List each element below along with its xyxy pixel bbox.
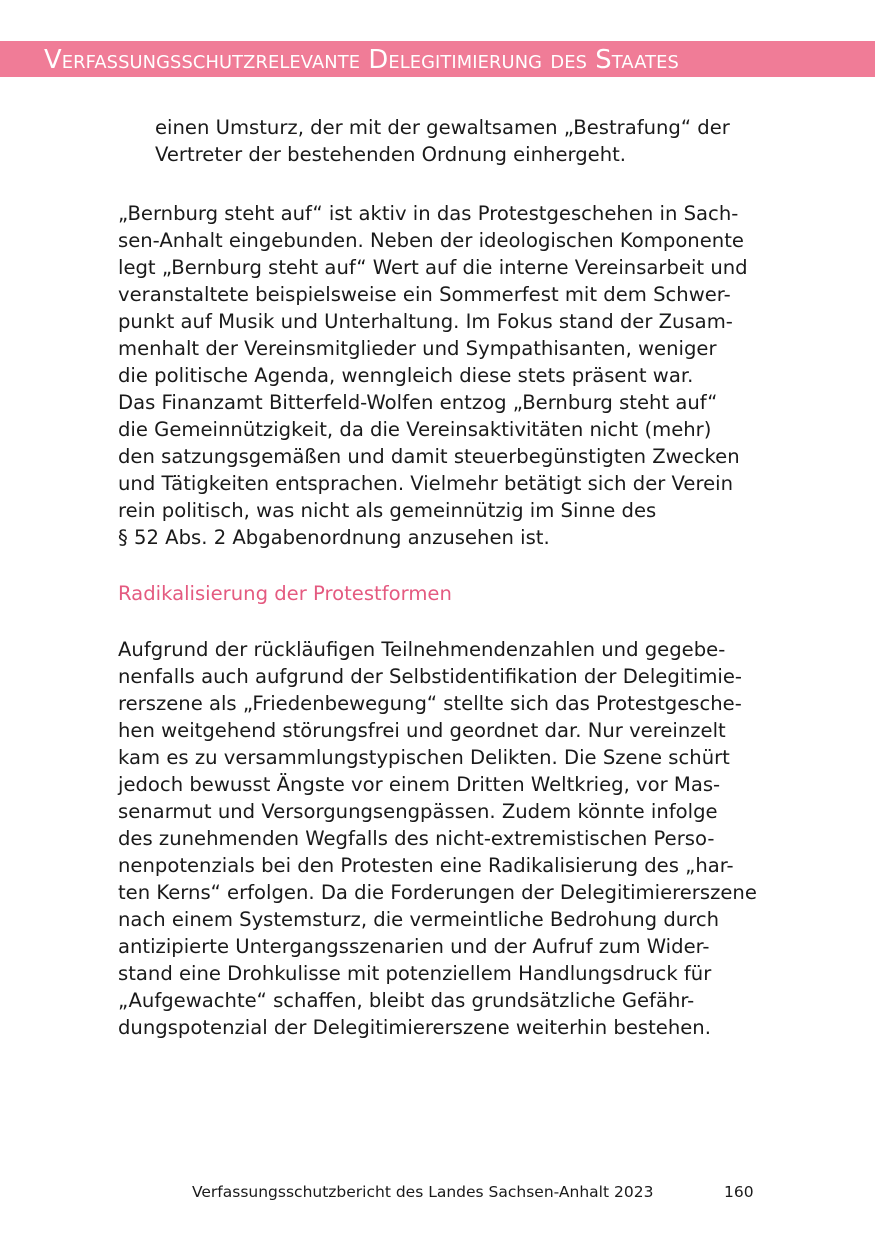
text-line: stand eine Drohkulisse mit potenziellem Handlungsdruck für xyxy=(118,962,712,985)
page-number: 160 xyxy=(724,1183,754,1201)
text-line: Das Finanzamt Bitterfeld-Wolfen entzog „Bernburg steht auf“ xyxy=(118,391,718,414)
text-line: den satzungsgemäßen und damit steuerbegünstigten Zwecken xyxy=(118,445,740,468)
paragraph-bernburg xyxy=(118,200,748,551)
text-line: nach einem Systemsturz, die vermeintliche Bedrohung durch xyxy=(118,908,720,931)
text-line: und Tätigkeiten entsprachen. Vielmehr betätigt sich der Verein xyxy=(118,472,734,495)
footer-publication: Verfassungsschutzbericht des Landes Sachsen-Anhalt 2023 xyxy=(192,1183,654,1201)
text-line: sen-Anhalt eingebunden. Neben der ideologischen Komponente xyxy=(118,229,744,252)
text-line: die politische Agenda, wenngleich diese stets präsent war. xyxy=(118,364,694,387)
text-line: punkt auf Musik und Unterhaltung. Im Fokus stand der Zusam- xyxy=(118,310,733,333)
text-line: senarmut und Versorgungsengpässen. Zudem könnte infolge xyxy=(118,800,718,823)
text-line: rerszene als „Friedenbewegung“ stellte sich das Protestgesche- xyxy=(118,692,742,715)
text-line: die Gemeinnützigkeit, da die Vereinsaktivitäten nicht (mehr) xyxy=(118,418,712,441)
text-line: jedoch bewusst Ängste vor einem Dritten Weltkrieg, vor Mas- xyxy=(118,773,721,796)
quote-block xyxy=(155,114,730,168)
page-header-title: Verfassungsschutzrelevante Delegitimierung des Staates xyxy=(44,45,679,75)
text-line: § 52 Abs. 2 Abgabenordnung anzusehen ist. xyxy=(118,526,550,549)
text-line: kam es zu versammlungstypischen Delikten. Die Szene schürt xyxy=(118,746,730,769)
text-line: legt „Bernburg steht auf“ Wert auf die interne Vereinsarbeit und xyxy=(118,256,748,279)
text-line: veranstaltete beispielsweise ein Sommerfest mit dem Schwer- xyxy=(118,283,731,306)
text-line: Aufgrund der rückläufigen Teilnehmendenzahlen und gegebe- xyxy=(118,638,726,661)
text-line: Vertreter der bestehenden Ordnung einhergeht. xyxy=(155,143,627,166)
text-line: hen weitgehend störungsfrei und geordnet dar. Nur vereinzelt xyxy=(118,719,726,742)
text-line: des zunehmenden Wegfalls des nicht-extremistischen Perso- xyxy=(118,827,715,850)
section-heading: Radikalisierung der Protestformen xyxy=(118,582,452,605)
text-line: einen Umsturz, der mit der gewaltsamen „Bestrafung“ der xyxy=(155,116,730,139)
text-line: antizipierte Untergangsszenarien und der Aufruf zum Wider- xyxy=(118,935,710,958)
text-line: „Bernburg steht auf“ ist aktiv in das Protestgeschehen in Sach- xyxy=(118,202,739,225)
text-line: nenfalls auch aufgrund der Selbstidentifikation der Delegitimie- xyxy=(118,665,742,688)
text-line: nenpotenzials bei den Protesten eine Radikalisierung des „har- xyxy=(118,854,734,877)
text-line: rein politisch, was nicht als gemeinnützig im Sinne des xyxy=(118,499,657,522)
text-line: dungspotenzial der Delegitimiererszene weiterhin bestehen. xyxy=(118,1016,711,1039)
text-line: „Aufgewachte“ schaffen, bleibt das grundsätzliche Gefähr- xyxy=(118,989,695,1012)
text-line: menhalt der Vereinsmitglieder und Sympathisanten, weniger xyxy=(118,337,717,360)
text-line: ten Kerns“ erfolgen. Da die Forderungen der Delegitimiererszene xyxy=(118,881,757,904)
paragraph-radikalisierung xyxy=(118,636,757,1041)
